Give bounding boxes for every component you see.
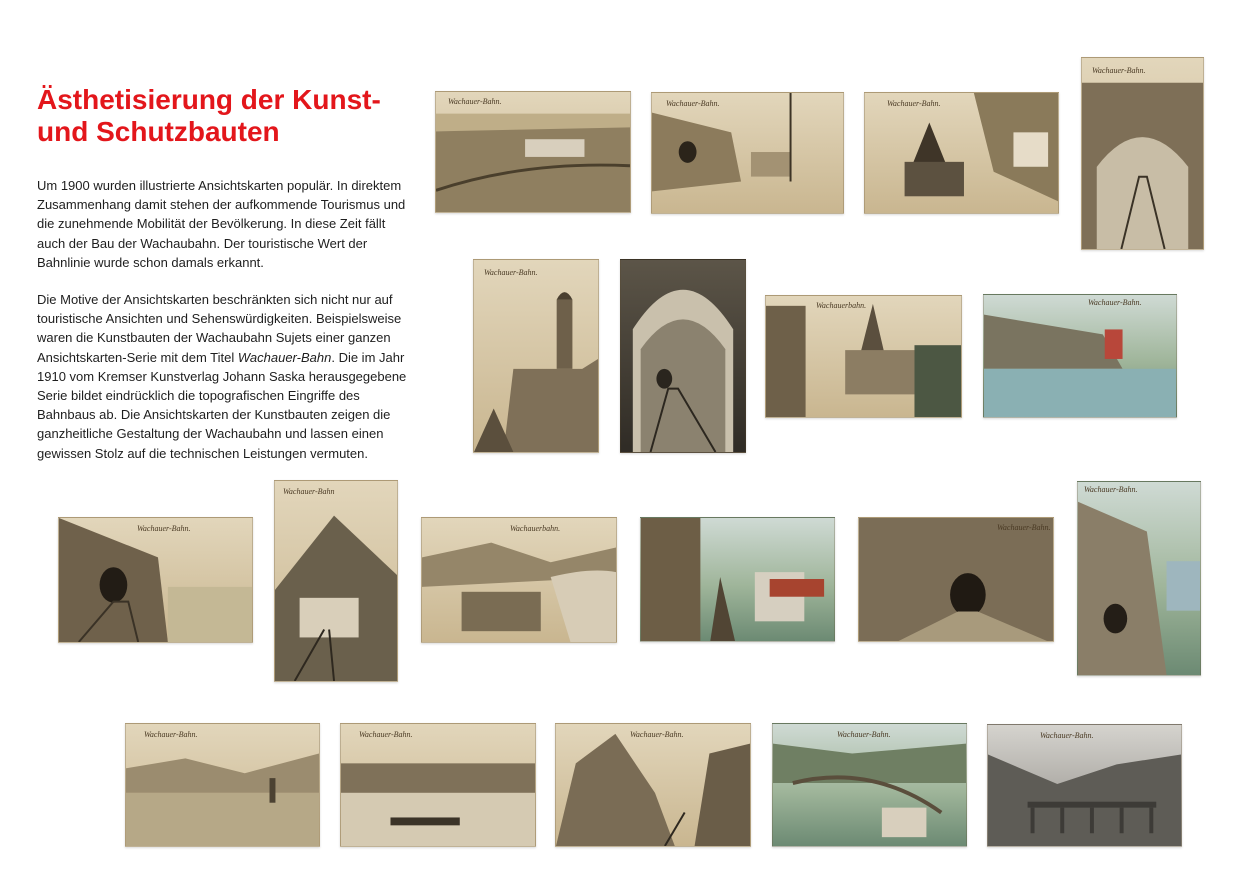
postcard-village-street xyxy=(765,295,962,418)
postcard-caption: Wachauerbahn. xyxy=(510,524,561,533)
postcard-caption: Wachauer-Bahn. xyxy=(484,268,538,277)
postcard-caption: Wachauer-Bahn. xyxy=(837,730,891,739)
postcard-winding-track xyxy=(772,723,967,847)
page-title-line-1: Ästhetisierung der Kunst- xyxy=(37,84,381,115)
postcard-caption: Wachauer-Bahn. xyxy=(997,523,1051,532)
postcard-image xyxy=(1078,482,1200,675)
postcard-image xyxy=(474,260,598,452)
postcard-image xyxy=(641,518,834,641)
postcard-image xyxy=(773,724,966,846)
series-title: Wachauer-Bahn xyxy=(237,349,332,365)
postcard-image xyxy=(652,93,843,213)
postcard-image xyxy=(621,260,745,452)
postcard-caption: Wachauer-Bahn. xyxy=(1088,298,1142,307)
postcard-image xyxy=(422,518,616,642)
page-title-line-2: und Schutzbauten xyxy=(37,116,280,147)
postcard-caption: Wachauer-Bahn xyxy=(283,487,335,496)
postcard-arch-bridge xyxy=(1081,57,1204,250)
postcard-caption: Wachauer-Bahn. xyxy=(448,97,502,106)
postcard-image xyxy=(126,724,319,846)
series-paragraph-start: Die Motive der Ansichtskarten beschränkten sich nicht nur auf touristische Ansichten und Sehenswürdigkeiten. Beispielsweise waren die Kunstbauten der Wachaubahn Sujets einer ganzen Ansichtskarten-Serie mit dem Titel xyxy=(37,292,402,365)
postcard-caption: Wachauer-Bahn. xyxy=(137,524,191,533)
postcard-tunnel-portal xyxy=(858,517,1054,642)
postcard-valley-village xyxy=(125,723,320,847)
postcard-image xyxy=(1082,58,1203,249)
postcard-caption: Wachauer-Bahn. xyxy=(144,730,198,739)
postcard-caption: Wachauer-Bahn. xyxy=(1092,66,1146,75)
postcard-caption: Wachauer-Bahn. xyxy=(630,730,684,739)
postcard-rock-tunnel xyxy=(1077,481,1201,676)
postcard-image xyxy=(436,92,630,212)
postcard-bridge-house xyxy=(640,517,835,642)
postcard-image xyxy=(984,295,1176,417)
postcard-mountain-village xyxy=(274,480,398,682)
postcard-tunnel-cliff xyxy=(58,517,253,643)
postcard-image xyxy=(275,481,397,681)
postcard-caption: Wachauer-Bahn. xyxy=(1084,485,1138,494)
page-title xyxy=(37,84,417,148)
postcard-tunnel-village xyxy=(651,92,844,214)
postcard-image xyxy=(766,296,961,417)
postcard-viaduct xyxy=(987,724,1182,847)
postcard-tunnel-view xyxy=(620,259,746,453)
postcard-ruin-river xyxy=(983,294,1177,418)
postcard-image xyxy=(556,724,750,846)
postcard-caption: Wachauer-Bahn. xyxy=(1040,731,1094,740)
postcard-caption: Wachauer-Bahn. xyxy=(359,730,413,739)
postcard-caption: Wachauer-Bahn. xyxy=(887,99,941,108)
postcard-caption: Wachauer-Bahn. xyxy=(666,99,720,108)
series-paragraph xyxy=(37,290,415,463)
intro-paragraph: Um 1900 wurden illustrierte Ansichtskarten populär. In direktem Zusammenhang damit stehen der aufkommende Tourismus und die zunehmende Mobilität der Bevölkerung. In diese Zeit fällt auch der Bau der Wachaubahn. Der touristische Wert der Bahnlinie wurde schon damals erkannt. xyxy=(37,178,406,270)
postcard-image xyxy=(341,724,535,846)
postcard-caption: Wachauerbahn. xyxy=(816,301,867,310)
postcard-image xyxy=(859,518,1053,641)
postcard-spitz-panorama xyxy=(421,517,617,643)
postcard-rock-gorge xyxy=(555,723,751,847)
postcard-castle-tower xyxy=(473,259,599,453)
series-paragraph-end: . Die im Jahr 1910 vom Kremser Kunstverlag Johann Saska herausgegebene Serie bildet eindrücklich die topografischen Eingriffe des Bahnbaus ab. Die Ansichtskarten der Kunstbauten zeigen die ganzheitliche Gestaltung der Wachaubahn und lassen einen gewissen Stolz auf die technischen Leistungen vermuten. xyxy=(37,349,407,461)
postcard-steamboat xyxy=(340,723,536,847)
postcard-church xyxy=(864,92,1059,214)
postcard-image xyxy=(865,93,1058,213)
postcard-image xyxy=(988,725,1181,846)
postcard-landscape-river xyxy=(435,91,631,213)
postcard-image xyxy=(59,518,252,642)
